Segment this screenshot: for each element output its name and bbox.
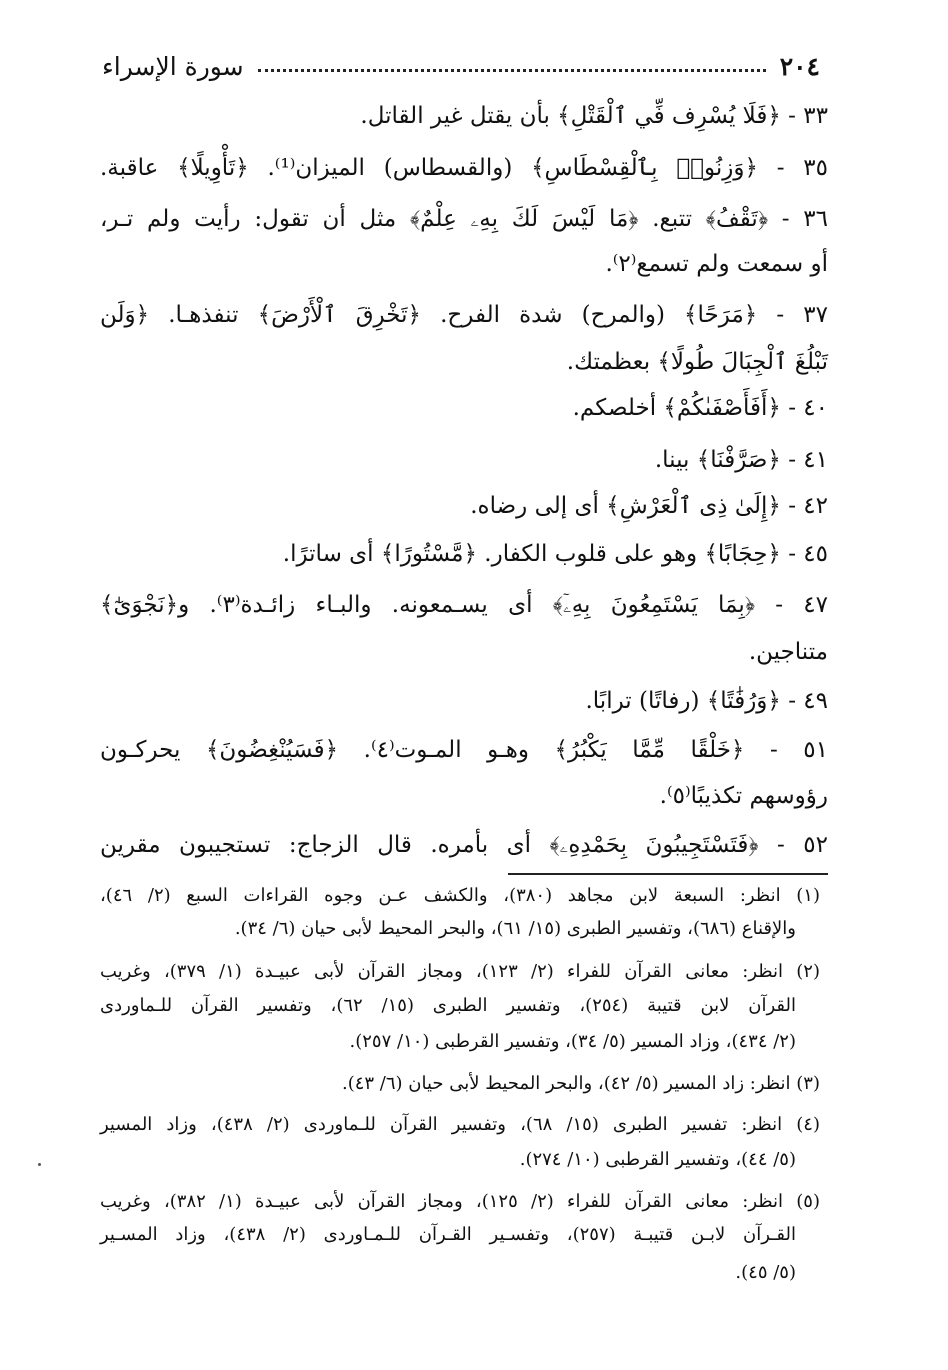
footnote-line: (٥) انظر: معانى القرآن للفراء (٢/ ١٢٥)، ومجاز القرآن لأبى عبيـدة (١/ ٣٨٢)، وغريب	[100, 1191, 820, 1212]
text-line: تَبْلُغَ ٱلْجِبَالَ طُولًا﴾ بعظمتك.	[566, 349, 828, 375]
footnote-line: (٢/ ٤٣٤)، وزاد المسير (٥/ ٣٤)، وتفسير القرطبى (١٠/ ٢٥٧).	[349, 1031, 796, 1052]
text-line: ٤٩ - ﴿وَرُفَٰتًا﴾ (رفاتًا) ترابًا.	[585, 688, 828, 714]
footnote-line: (٢) انظر: معانى القرآن للفراء (٢/ ١٢٣)، ومجاز القرآن لأبى عبيـدة (١/ ٣٧٩)، وغريب	[100, 961, 820, 982]
footnote-line: (٥/ ٤٤)، وتفسير القرطبى (١٠/ ٢٧٤).	[519, 1149, 796, 1170]
page-number: ٢٠٤	[779, 51, 820, 81]
text-line: ٣٧ - ﴿مَرَحًا﴾ (والمرح) شدة الفرح. ﴿تَخْرِقَ ٱلْأَرْضَ﴾ تنفذهـا. ﴿وَلَن	[100, 302, 828, 328]
text-line: رؤوسهم تكذيبًا⁽٥⁾.	[659, 783, 828, 809]
footnote-line: (١) انظر: السبعة لابن مجاهد (٣٨٠)، والكشف عـن وجوه القراءات السبع (٢/ ٤٦)،	[100, 885, 820, 906]
footnote-line: (٣) انظر: زاد المسير (٥/ ٤٢)، والبحر المحيط لأبى حيان (٦/ ٤٣).	[341, 1073, 820, 1094]
page-header	[102, 46, 820, 86]
text-line: ٥٢ - ﴿فَتَسْتَجِيبُونَ بِحَمْدِهِۦ﴾ أى بأمره. قال الزجاج: تستجيبون مقرين	[100, 832, 828, 858]
text-line: ٣٦ - ﴿تَقْفُ﴾ تتبع. ﴿مَا لَيْسَ لَكَ بِهِۦ عِلْمٌ﴾ مثل أن تقول: رأيت ولم تـر،	[100, 206, 828, 232]
text-line: متناجين.	[748, 639, 828, 665]
text-line: ٤٥ - ﴿حِجَابًا﴾ وهو على قلوب الكفار. ﴿مَّسْتُورًا﴾ أى ساترًا.	[282, 541, 828, 567]
text-line: ٤٠ - ﴿أَفَأَصْفَىٰكُمْ﴾ أخلصكم.	[572, 395, 828, 421]
surah-title: سورة الإسراء	[102, 51, 244, 81]
text-line: ٤٧ - ﴿بِمَا يَسْتَمِعُونَ بِهِۦٓ﴾ أى يسـمعونه. والبـاء زائـدة⁽٣⁾. و﴿نَجْوَىٰٓ﴾	[100, 592, 829, 618]
text-line: ٤٢ - ﴿إِلَىٰ ذِى ٱلْعَرْشِ﴾ أى إلى رضاه.	[470, 493, 828, 519]
text-line: ٣٣ - ﴿فَلَا يُسْرِف فِّي ٱلْقَتْلِ﴾ بأن يقتل غير القاتل.	[360, 103, 828, 129]
footnote-line: القـرآن لابـن قتيبـة (٢٥٧)، وتفسـير القـرآن للـمـاوردى (٢/ ٤٣٨)، وزاد المسـير	[100, 1224, 796, 1245]
footnote-line: القرآن لابن قتيبة (٢٥٤)، وتفسير الطبرى (١٥/ ٦٢)، وتفسير القرآن للـماوردى	[100, 995, 796, 1016]
footnote-line: (٤) انظر: تفسير الطبرى (١٥/ ٦٨)، وتفسير القرآن للـماوردى (٢/ ٤٣٨)، وزاد المسير	[100, 1114, 820, 1135]
text-line: أو سمعت ولم تسمع⁽٢⁾.	[605, 251, 828, 277]
header-dotted-leader	[258, 69, 766, 72]
text-line: ٤١ - ﴿صَرَّفْنَا﴾ بينا.	[654, 447, 828, 473]
footnote-line: (٥/ ٤٥).	[735, 1262, 796, 1283]
text-line: ٥١ - ﴿خَلْقًا مِّمَّا يَكْبُرُ﴾ وهـو المـوت⁽٤⁾. ﴿فَسَيُنْغِضُونَ﴾ يحركـون	[100, 737, 828, 763]
footnote-line: والإقناع (٦٨٦)، وتفسير الطبرى (١٥/ ٦١)، والبحر المحيط لأبى حيان (٦/ ٣٤).	[234, 918, 796, 939]
footnote-divider	[508, 873, 828, 875]
scan-speck	[38, 1163, 41, 1166]
text-line: ٣٥ - ﴿وَزِنُوا۟ بِٱلْقِسْطَاسِ﴾ (والقسطاس) الميزان⁽¹⁾. ﴿تَأْوِيلًا﴾ عاقبة.	[100, 155, 828, 181]
